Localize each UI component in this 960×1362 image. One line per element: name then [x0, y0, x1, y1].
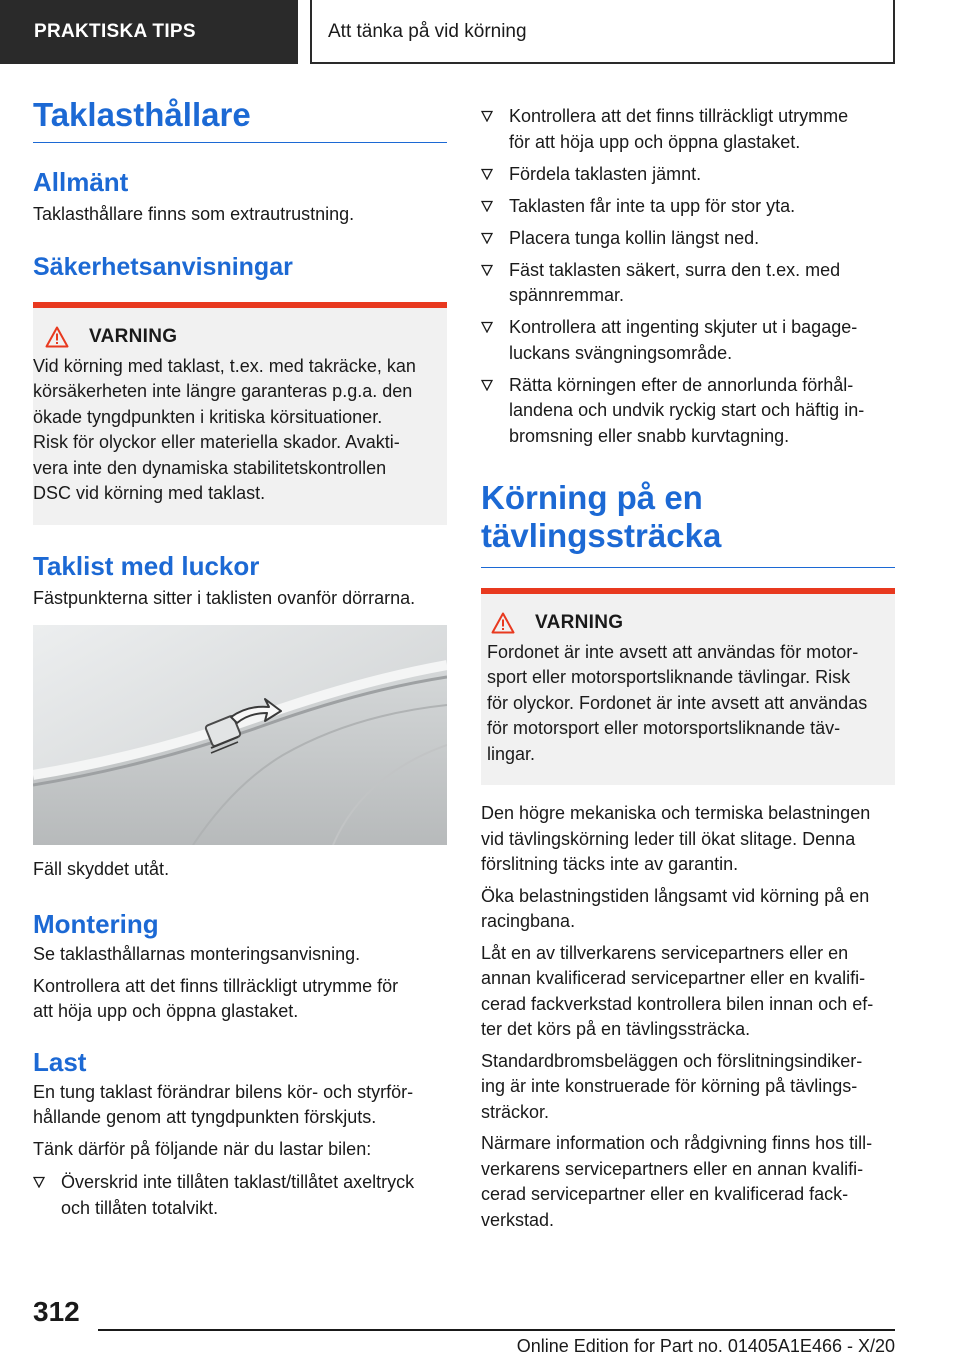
track-p3 [481, 941, 895, 1043]
roof-rail-illustration [33, 625, 447, 845]
text-line: Taklasten får inte ta upp för stor yta. [509, 195, 796, 216]
warning-line: DSC vid körning med taklast. [33, 483, 266, 504]
heading-allmant: Allmänt [33, 166, 129, 197]
warning-title: VARNING [89, 325, 178, 347]
warning-line: för motorsport eller motorsportsliknande täv- [487, 718, 841, 739]
montering-p1: Se taklasthållarnas monteringsanvisning. [33, 944, 361, 964]
warning-triangle-icon [45, 326, 69, 348]
warning-header [45, 326, 439, 348]
track-p2 [481, 884, 895, 935]
triangle-bullet-icon [481, 379, 493, 391]
text-line: landena och undvik ryckig start och häftig in- [509, 400, 865, 420]
text-line: Den högre mekaniska och termiska belastningen [481, 803, 871, 824]
warning-box-motorsport [481, 588, 895, 786]
roof-rail-photo [33, 625, 447, 845]
text-line: verkarens servicepartners eller en annan kvalifi- [481, 1158, 864, 1179]
text-line: att höja upp och öppna glastaket. [33, 1001, 299, 1021]
text-line: racingbana. [481, 911, 576, 932]
list-item [33, 1170, 447, 1221]
track-p4 [481, 1049, 895, 1126]
triangle-bullet-icon [481, 321, 493, 333]
warning-text [487, 640, 887, 768]
page-title: Taklasthållare [33, 96, 251, 133]
warning-line: för olyckor. Fordonet är inte avsett att användas [487, 692, 868, 713]
text-line: Fäst taklasten säkert, surra den t.ex. med [509, 259, 841, 280]
warning-box-roof-load [33, 302, 447, 525]
triangle-bullet-icon [481, 264, 493, 276]
text-line: Standardbromsbeläggen och förslitningsindiker- [481, 1050, 863, 1071]
left-column [33, 96, 447, 1228]
text-line: Kontrollera att det finns tillräckligt utrymme [509, 106, 849, 126]
text-line: luckans svängningsområde. [509, 342, 733, 363]
text-line: cerad fackverkstad kontrollera bilen innan och ef- [481, 993, 874, 1014]
warning-line: körsäkerheten inte längre garanteras p.g.a. den [33, 381, 413, 402]
warning-line: Vid körning med taklast, t.ex. med takräcke, kan [33, 355, 416, 376]
warning-line: Fordonet är inte avsett att användas för motor- [487, 641, 859, 662]
heading-sakerhet: Säkerhetsanvisningar [33, 252, 293, 281]
roof-load-bullet-list [481, 104, 895, 449]
last-bullet-list [33, 1170, 447, 1221]
text-line: Fördela taklasten jämnt. [509, 163, 702, 184]
triangle-bullet-icon [481, 200, 493, 212]
warning-title: VARNING [535, 611, 624, 633]
text-line: tävlingssträcka [481, 516, 722, 554]
title-block-track [481, 479, 895, 568]
warning-line: vera inte den dynamiska stabilitetskontrollen [33, 457, 387, 478]
text-line: Kontrollera att ingenting skjuter ut i bagage- [509, 317, 858, 337]
text-line: sträckor. [481, 1101, 550, 1122]
section-title-track [481, 479, 895, 555]
page-number: 312 [33, 1296, 80, 1327]
triangle-bullet-icon [481, 110, 493, 122]
list-item [481, 194, 895, 220]
text-line: Närmare information och rådgivning finns hos till- [481, 1133, 873, 1154]
warning-line: lingar. [487, 743, 536, 764]
text-line: och tillåten totalvikt. [61, 1197, 219, 1218]
text-line: vid tävlingskörning leder till ökat slitage. Denna [481, 828, 856, 849]
list-item [481, 258, 895, 309]
warning-line: ökade tyngdpunkten i kritiska körsituationer. [33, 406, 383, 427]
warning-line: sport eller motorsportsliknande tävlingar. Risk [487, 667, 851, 688]
list-item [481, 315, 895, 366]
text-line: förslitning täcks inte av garantin. [481, 854, 739, 875]
text-line: Öka belastningstiden långsamt vid körning på en [481, 885, 870, 906]
footer-divider [98, 1329, 895, 1331]
text-line: En tung taklast förändrar bilens kör- och styrför- [33, 1081, 414, 1102]
triangle-bullet-icon [481, 168, 493, 180]
taklist-text: Fästpunkterna sitter i taklisten ovanför dörrarna. [33, 587, 416, 608]
list-item [481, 104, 895, 155]
warning-header [491, 612, 887, 634]
allmant-text: Taklasthållare finns som extrautrustning. [33, 204, 355, 225]
text-line: annan kvalificerad servicepartner eller en kvalifi- [481, 968, 866, 989]
text-line: Kontrollera att det finns tillräckligt utrymme för [33, 975, 399, 996]
text-line: cerad servicepartner eller en kvalificerad fack- [481, 1184, 849, 1205]
chapter-tab: Att tänka på vid körning [310, 0, 895, 64]
text-line: ing är inte konstruerade för körning på tävlings- [481, 1076, 858, 1097]
heading-montering: Montering [33, 908, 159, 939]
triangle-bullet-icon [33, 1176, 45, 1188]
warning-triangle-icon [491, 612, 515, 634]
list-item [481, 162, 895, 188]
last-p1 [33, 1080, 447, 1131]
text-line: Körning på en [481, 479, 703, 516]
photo-caption: Fäll skyddet utåt. [33, 859, 170, 880]
list-item [481, 226, 895, 252]
track-p1 [481, 801, 895, 878]
text-line: för att höja upp och öppna glastaket. [509, 131, 801, 152]
text-line: bromsning eller snabb kurvtagning. [509, 425, 790, 446]
text-line: Överskrid inte tillåten taklast/tillåtet axeltryck [61, 1172, 415, 1193]
section-tab: PRAKTISKA TIPS [0, 0, 298, 64]
text-line: Placera tunga kollin längst ned. [509, 227, 760, 248]
heading-last: Last [33, 1046, 87, 1077]
text-line: ter det körs på en tävlingssträcka. [481, 1019, 751, 1040]
triangle-bullet-icon [481, 232, 493, 244]
heading-taklist: Taklist med luckor [33, 550, 260, 581]
warning-line: Risk för olyckor eller materiella skador. Avakti- [33, 432, 400, 453]
right-column [481, 104, 895, 1233]
list-item [481, 373, 895, 450]
text-line: verkstad. [481, 1209, 555, 1230]
title-block [33, 96, 447, 143]
edition-note: Online Edition for Part no. 01405A1E466 - X/20 [516, 1336, 895, 1356]
text-line: Rätta körningen efter de annorlunda förhål- [509, 374, 854, 395]
text-line: spännremmar. [509, 285, 625, 305]
track-p5 [481, 1131, 895, 1233]
last-p2: Tänk därför på följande när du lastar bilen: [33, 1138, 372, 1159]
text-line: hållande genom att tyngdpunkten förskjuts. [33, 1107, 377, 1128]
warning-text [33, 354, 439, 507]
text-line: Låt en av tillverkarens servicepartners eller en [481, 942, 849, 963]
montering-p2 [33, 974, 447, 1025]
